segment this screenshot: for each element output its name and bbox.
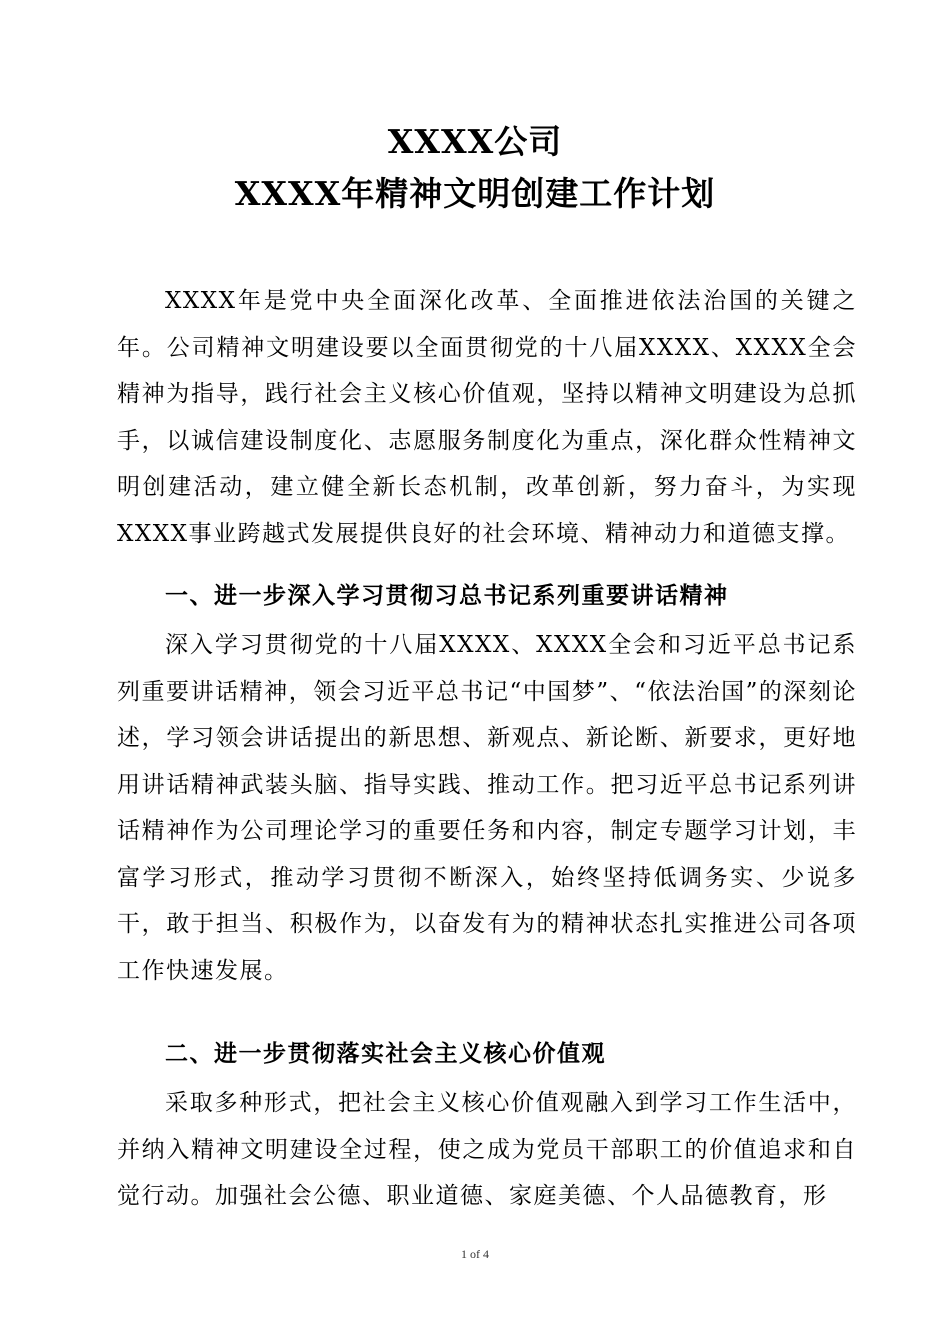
paragraph-intro: XXXX年是党中央全面深化改革、全面推进依法治国的关键之年。公司精神文明建设要以全面贯彻党的十八届XXXX、XXXX全会精神为指导，践行社会主义核心价值观，坚持以精神文明建设为总抓手，以诚信建设制度化、志愿服务制度化为重点，深化群众性精神文明创建活动，建立健全新长态机制，改革创新，努力奋斗，为实现XXXX事业跨越式发展提供良好的社会环境、精神动力和道德支撑。 xyxy=(117,288,857,547)
paragraph-section-2: 采取多种形式，把社会主义核心价值观融入到学习工作生活中，并纳入精神文明建设全过程，使之成为党员干部职工的价值追求和自觉行动。加强社会公德、职业道德、家庭美德、个人品德教育，形 xyxy=(117,1090,857,1209)
document-title-company: XXXX公司 xyxy=(387,122,563,161)
paragraph-section-1: 深入学习贯彻党的十八届XXXX、XXXX全会和习近平总书记系列重要讲话精神，领会习近平总书记“中国梦”、“依法治国”的深刻论述，学习领会讲话提出的新思想、新观点、新论断、新要求，更好地用讲话精神武装头脑、指导实践、推动工作。把习近平总书记系列讲话精神作为公司理论学习的重要任务和内容，制定专题学习计划，丰富学习形式，推动学习贯彻不断深入，始终坚持低调务实、少说多干，敢于担当、积极作为，以奋发有为的精神状态扎实推进公司各项工作快速发展。 xyxy=(117,632,857,984)
page-number: 1 of 4 xyxy=(461,1247,489,1261)
section-heading-1: 一、进一步深入学习贯彻习总书记系列重要讲话精神 xyxy=(165,582,729,609)
section-heading-2: 二、进一步贯彻落实社会主义核心价值观 xyxy=(165,1040,606,1067)
document-title-plan: XXXX年精神文明创建工作计划 xyxy=(234,174,716,213)
